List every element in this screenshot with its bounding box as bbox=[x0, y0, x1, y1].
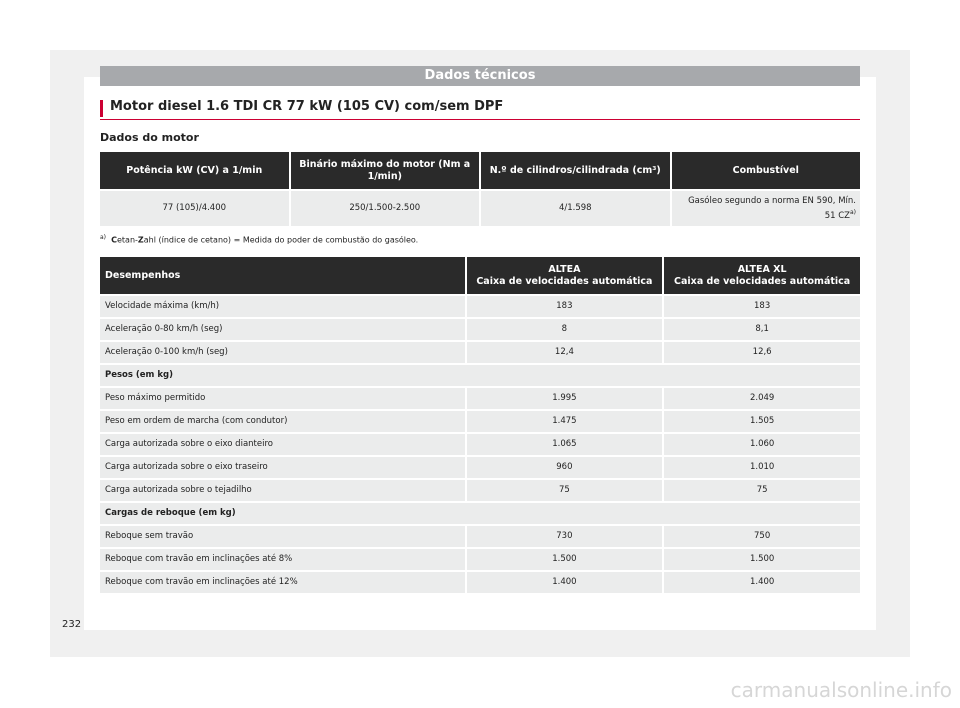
cell-altea-xl: 750 bbox=[664, 526, 860, 547]
group-heading: Cargas de reboque (em kg) bbox=[100, 503, 860, 524]
row-label: Reboque com travão em inclinações até 12% bbox=[100, 572, 465, 593]
cell-altea-xl: 183 bbox=[664, 296, 860, 317]
row-label: Reboque com travão em inclinações até 8% bbox=[100, 549, 465, 570]
page-number: 232 bbox=[62, 619, 82, 630]
cell-altea-xl: 12,6 bbox=[664, 342, 860, 363]
cell-altea: 1.995 bbox=[467, 388, 663, 409]
section-header: Dados técnicos bbox=[100, 66, 860, 86]
cell-altea: 960 bbox=[467, 457, 663, 478]
header-altea-gearbox: Caixa de velocidades automática bbox=[476, 275, 653, 287]
header-torque: Binário máximo do motor (Nm a 1/min) bbox=[291, 152, 480, 189]
page-title-text: Motor diesel 1.6 TDI CR 77 kW (105 CV) com/sem DPF bbox=[110, 99, 504, 114]
cell-altea: 1.400 bbox=[467, 572, 663, 593]
performance-table bbox=[98, 255, 862, 595]
header-altea-model: ALTEA bbox=[548, 263, 581, 275]
table-row bbox=[100, 480, 860, 501]
cell-altea: 8 bbox=[467, 319, 663, 340]
cell-power: 77 (105)/4.400 bbox=[100, 191, 289, 226]
footnote-text: ahl (índice de cetano) = Medida do poder de combustão do gasóleo. bbox=[143, 235, 419, 245]
table-header-row bbox=[100, 152, 860, 189]
cell-fuel-text: Gasóleo segundo a norma EN 590, Mín. 51 CZ bbox=[688, 195, 856, 221]
header-fuel: Combustível bbox=[672, 152, 861, 189]
title-accent-bar bbox=[100, 100, 103, 117]
row-label: Carga autorizada sobre o tejadilho bbox=[100, 480, 465, 501]
table-row bbox=[100, 434, 860, 455]
cell-altea: 1.065 bbox=[467, 434, 663, 455]
cell-altea-xl: 1.010 bbox=[664, 457, 860, 478]
cell-altea-xl: 1.505 bbox=[664, 411, 860, 432]
row-label: Carga autorizada sobre o eixo dianteiro bbox=[100, 434, 465, 455]
footnote-marker: a) bbox=[100, 234, 107, 241]
cell-altea-xl: 8,1 bbox=[664, 319, 860, 340]
engine-data-subtitle: Dados do motor bbox=[100, 131, 199, 144]
header-altea-xl bbox=[664, 257, 860, 294]
row-label: Velocidade máxima (km/h) bbox=[100, 296, 465, 317]
footnote-etan: etan- bbox=[117, 235, 138, 245]
row-label: Aceleração 0-80 km/h (seg) bbox=[100, 319, 465, 340]
footnote-ref: a) bbox=[849, 208, 856, 216]
header-altea-xl-model: ALTEA XL bbox=[737, 263, 787, 275]
cell-altea-xl: 75 bbox=[664, 480, 860, 501]
cell-fuel bbox=[672, 191, 861, 226]
cell-altea: 75 bbox=[467, 480, 663, 501]
table-row bbox=[100, 572, 860, 593]
group-heading: Pesos (em kg) bbox=[100, 365, 860, 386]
footnote bbox=[100, 234, 418, 245]
table-row bbox=[100, 503, 860, 524]
watermark: carmanualsonline.info bbox=[730, 678, 952, 702]
header-altea-xl-gearbox: Caixa de velocidades automática bbox=[674, 275, 851, 287]
table-row bbox=[100, 342, 860, 363]
row-label: Peso em ordem de marcha (com condutor) bbox=[100, 411, 465, 432]
header-performance: Desempenhos bbox=[100, 257, 465, 294]
cell-altea: 1.475 bbox=[467, 411, 663, 432]
footnote-c: C bbox=[111, 235, 117, 245]
table-row bbox=[100, 457, 860, 478]
table-row bbox=[100, 319, 860, 340]
header-power: Potência kW (CV) a 1/min bbox=[100, 152, 289, 189]
cell-altea: 12,4 bbox=[467, 342, 663, 363]
table-row bbox=[100, 296, 860, 317]
cell-altea-xl: 1.400 bbox=[664, 572, 860, 593]
row-label: Peso máximo permitido bbox=[100, 388, 465, 409]
cell-altea: 730 bbox=[467, 526, 663, 547]
table-row bbox=[100, 411, 860, 432]
cell-altea: 183 bbox=[467, 296, 663, 317]
cell-altea: 1.500 bbox=[467, 549, 663, 570]
footnote-z: Z bbox=[137, 235, 144, 245]
header-altea bbox=[467, 257, 663, 294]
table-header-row bbox=[100, 257, 860, 294]
cell-altea-xl: 1.060 bbox=[664, 434, 860, 455]
table-row bbox=[100, 526, 860, 547]
header-cylinders: N.º de cilindros/cilindrada (cm³) bbox=[481, 152, 670, 189]
cell-cylinders: 4/1.598 bbox=[481, 191, 670, 226]
cell-altea-xl: 2.049 bbox=[664, 388, 860, 409]
cell-altea-xl: 1.500 bbox=[664, 549, 860, 570]
title-underline bbox=[100, 119, 860, 120]
row-label: Reboque sem travão bbox=[100, 526, 465, 547]
row-label: Aceleração 0-100 km/h (seg) bbox=[100, 342, 465, 363]
table-row bbox=[100, 191, 860, 226]
table-row bbox=[100, 549, 860, 570]
cell-torque: 250/1.500-2.500 bbox=[291, 191, 480, 226]
table-row bbox=[100, 388, 860, 409]
engine-data-table bbox=[98, 150, 862, 228]
table-row bbox=[100, 365, 860, 386]
row-label: Carga autorizada sobre o eixo traseiro bbox=[100, 457, 465, 478]
